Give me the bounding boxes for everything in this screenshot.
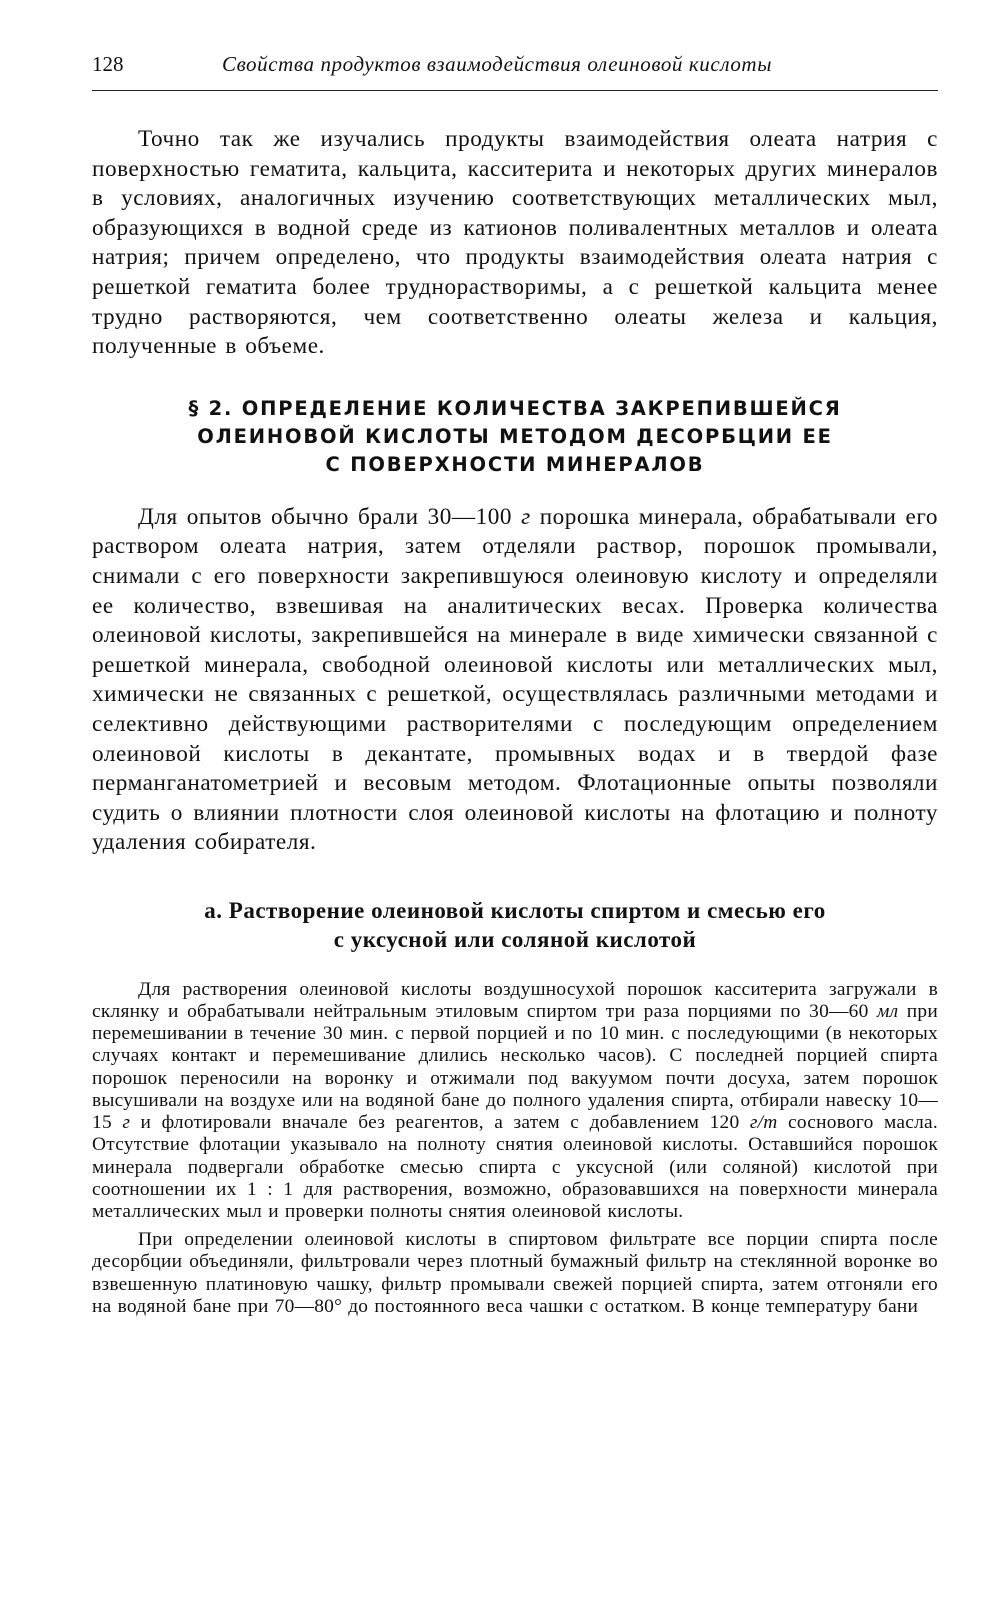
section-heading-line: § 2. ОПРЕДЕЛЕНИЕ КОЛИЧЕСТВА ЗАКРЕПИВШЕЙСЯ [188,396,842,420]
text-run: соснового масла. Отсутствие флотации указывало на полноту снятия олеиновой кислоты. Оставшийся порошок минерала подвергали обработке смесью спирта с уксусной (или соляной) кислотой при соотношении их 1 : 1 для растворения, возможно, образовавшихся на поверхности минерала металлических мыл и проверки полноты снятия олеиновой кислоты. [92,1112,938,1222]
section-heading-line: С ПОВЕРХНОСТИ МИНЕРАЛОВ [325,452,705,476]
text-run: Для опытов обычно брали 30—100 [138,503,522,530]
unit-label: г [122,1112,131,1134]
small-paragraph: При определении олеиновой кислоты в спиртовом фильтрате все порции спирта после десорбции объединяли, фильтровали через плотный бумажный фильтр на стеклянной воронке во взвешенную платиновую чашку, фильтр промывали свежей порцией спирта, затем отгоняли его на водяной бане при 70—80° до постоянного веса чашки с остатком. В конце температуру бани [92,1229,938,1317]
text-run: порошка минерала, обрабатывали его раствором олеата натрия, затем отделяли раствор, порошок промывали, снимали с его поверхности закрепившуюся олеиновую кислоту и определяли ее количество, взвешивая на аналитических весах. Проверка количества олеиновой кислоты, закрепившейся на минерале в виде химически связанной с решеткой минерала, свободной олеиновой кислоты или металлических мыл, химически не связанных с решеткой, осуществлялась различными методами и селективно действующими растворителями с последующим определением олеиновой кислоты в декантате, промывных водах и в твердой фазе перманганатометрией и весовым методом. Флотационные опыты позволяли судить о влиянии плотности слоя олеиновой кислоты на флотацию и полноту удаления собирателя. [92,503,938,856]
unit-label: мл [877,1001,899,1023]
page-number: 128 [92,52,124,76]
section-heading [92,395,938,479]
text-run: и флотировали вначале без реагентов, а затем с добавлением 120 [130,1112,750,1134]
section-paragraph [92,503,938,858]
section-body [92,503,938,858]
running-header [92,52,938,91]
intro-paragraph: Точно так же изучались продукты взаимодействия олеата натрия с поверхностью гематита, кальцита, касситерита и некоторых других минералов в условиях, аналогичных изучению соответствующих металлических мыл, образующихся в водной среде из катионов поливалентных металлов и олеата натрия; причем определено, что продукты взаимодействия олеата натрия с решеткой гематита более труднорастворимы, а с решеткой кальцита менее трудно растворяются, чем соответственно олеаты железа и кальция, полученные в объеме. [92,126,938,360]
book-page [92,52,938,1318]
text-run: при перемешивании в течение 30 мин. с первой порцией и по 10 мин. с последующими (в некоторых случаях контакт и перемешивание длились несколько часов). С последней порцией спирта порошок переносили на воронку и отжимали под вакуумом почти досуха, затем порошок высушивали на воздухе или на водяной бане до полного удаления спирта, отбирали навеску 10—15 [92,1001,938,1134]
text-run: Для растворения олеиновой кислоты воздушносухой порошок касситерита загружали в склянку и обрабатывали нейтральным этиловым спиртом три раза порциями по 30—60 [92,978,938,1023]
intro-block [92,125,938,362]
subsection-heading-line: с уксусной или соляной кислотой [333,927,697,953]
subsection-body [92,979,938,1318]
subsection-heading-line: а. Растворение олеиновой кислоты спиртом и смесью его [204,897,826,923]
running-title: Свойства продуктов взаимодействия олеиновой кислоты [222,52,773,76]
unit-label: г/т [749,1112,778,1134]
unit-label: г [521,503,531,530]
small-paragraph [92,979,938,1223]
section-heading-line: ОЛЕИНОВОЙ КИСЛОТЫ МЕТОДОМ ДЕСОРБЦИИ ЕЕ [197,424,833,448]
subsection-heading [92,896,938,955]
